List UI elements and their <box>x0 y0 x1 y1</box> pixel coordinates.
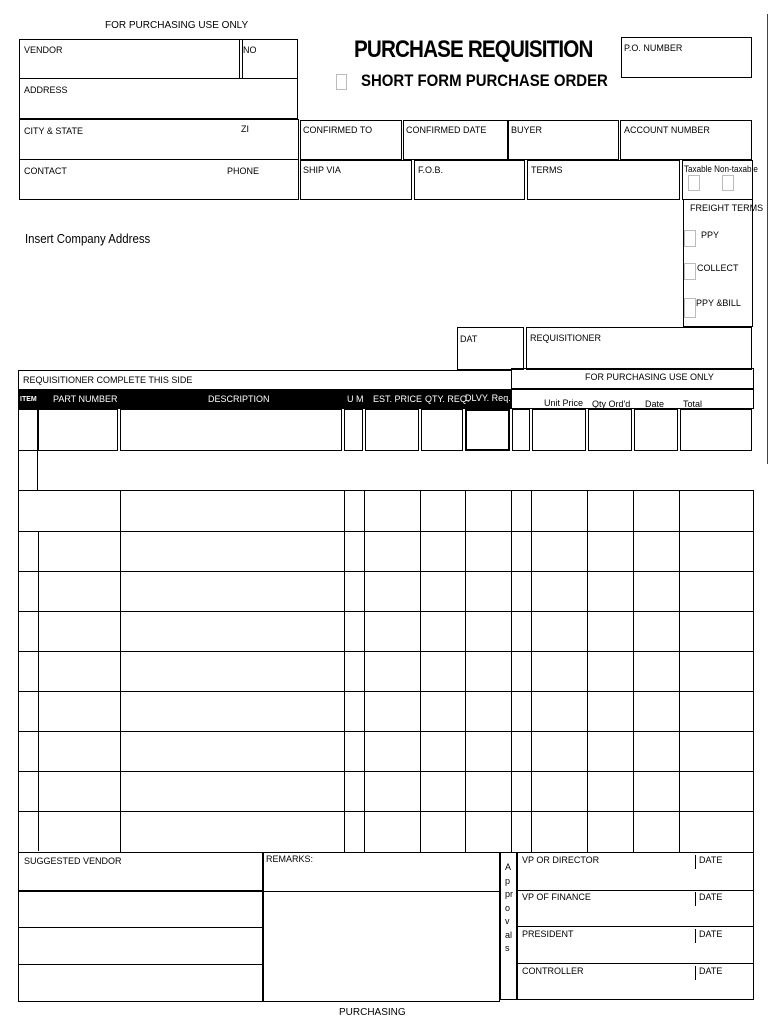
city-state-field[interactable] <box>19 119 299 160</box>
purchasing-use-only-top: FOR PURCHASING USE ONLY <box>105 20 249 31</box>
fob-label: F.O.B. <box>418 165 444 175</box>
ship-via-field[interactable] <box>300 160 412 200</box>
row1-p-item-cell[interactable] <box>512 409 530 451</box>
zip-label: ZI <box>241 124 249 134</box>
freight-option-ppy-bill: PPY &BILL <box>696 298 741 308</box>
purchasing-footer: PURCHASING <box>339 1007 406 1018</box>
row2-item-cell[interactable] <box>18 450 38 491</box>
contact-field[interactable] <box>19 159 299 200</box>
row1-qty-req-cell[interactable] <box>421 409 463 451</box>
confirmed-to-label: CONFIRMED TO <box>303 125 373 135</box>
form-title: PURCHASE REQUISITION <box>354 36 593 63</box>
approver-vp-finance: VP OF FINANCE <box>522 892 591 902</box>
terms-field[interactable] <box>527 160 680 200</box>
phone-label: PHONE <box>227 166 260 176</box>
col-um: U M <box>347 394 364 404</box>
freight-ppy-bill-checkbox[interactable] <box>684 298 696 318</box>
address-field[interactable] <box>19 78 298 119</box>
col-total: Total <box>683 399 703 409</box>
approver-controller: CONTROLLER <box>522 966 584 976</box>
taxable-checkbox[interactable] <box>688 175 700 191</box>
approvals-column <box>500 852 517 1000</box>
freight-terms-box <box>683 199 764 327</box>
approver-vp-finance-date: DATE <box>699 892 723 902</box>
city-state-label: CITY & STATE <box>24 126 84 136</box>
terms-label: TERMS <box>531 165 563 175</box>
po-number-field[interactable] <box>621 37 752 78</box>
row1-total-cell[interactable] <box>680 409 752 451</box>
row1-est-price-cell[interactable] <box>365 409 419 451</box>
non-taxable-checkbox[interactable] <box>722 175 734 191</box>
confirmed-to-field[interactable] <box>300 120 402 160</box>
approver-vp-director-date: DATE <box>699 855 723 865</box>
col-part-number: PART NUMBER <box>53 394 118 404</box>
confirmed-date-label: CONFIRMED DATE <box>406 125 487 135</box>
col-qty-ordd: Qty Ord'd <box>592 399 631 409</box>
approver-vp-director: VP OR DIRECTOR <box>522 855 600 865</box>
col-dlvy-req: DLVY. Req. <box>465 393 511 403</box>
col-est-price: EST. PRICE <box>373 394 423 404</box>
confirmed-date-field[interactable] <box>403 120 508 160</box>
vendor-label: VENDOR <box>24 45 63 55</box>
requisition-date-label: DAT <box>460 334 478 344</box>
page-edge-line <box>767 14 768 464</box>
approver-signatures <box>517 852 754 1000</box>
freight-terms-title: FREIGHT TERMS <box>690 203 764 213</box>
suggested-vendor-field[interactable] <box>18 852 263 892</box>
taxable-field <box>682 160 758 200</box>
approver-president: PRESIDENT <box>522 929 574 939</box>
requisitioner-label: REQUISITIONER <box>530 333 602 343</box>
requisitioner-side-label: REQUISITIONER COMPLETE THIS SIDE <box>23 375 193 385</box>
suggested-vendor-line-3[interactable] <box>18 927 263 965</box>
account-number-field[interactable] <box>620 120 752 160</box>
col-item: ITEM <box>20 396 37 403</box>
row1-description-cell[interactable] <box>120 409 342 451</box>
vendor-no-label: NO <box>243 45 257 55</box>
suggested-vendor-line-2[interactable] <box>18 890 263 928</box>
freight-ppy-checkbox[interactable] <box>684 230 696 247</box>
col-date: Date <box>645 399 665 409</box>
freight-option-collect: COLLECT <box>697 263 739 273</box>
row1-qty-ordd-cell[interactable] <box>588 409 632 451</box>
fob-field[interactable] <box>414 160 525 200</box>
ship-via-label: SHIP VIA <box>303 165 341 175</box>
col-qty-req: QTY. REQ. <box>425 394 470 404</box>
address-label: ADDRESS <box>24 85 68 95</box>
col-description: DESCRIPTION <box>208 394 270 404</box>
buyer-label: BUYER <box>511 125 543 135</box>
short-form-checkbox[interactable] <box>336 74 347 90</box>
taxable-label: Taxable Non-taxable <box>684 164 758 174</box>
form-subtitle: SHORT FORM PURCHASE ORDER <box>361 71 608 90</box>
contact-label: CONTACT <box>24 166 67 176</box>
row1-unit-price-cell[interactable] <box>532 409 586 451</box>
requisitioner-field[interactable] <box>526 327 752 370</box>
line-items-grid[interactable] <box>18 490 754 853</box>
row1-item-cell[interactable] <box>18 409 38 451</box>
vendor-no-field[interactable] <box>239 39 298 79</box>
row1-dlvy-cell[interactable] <box>465 409 510 451</box>
row1-um-cell[interactable] <box>344 409 363 451</box>
suggested-vendor-line-4[interactable] <box>18 964 263 1002</box>
freight-collect-checkbox[interactable] <box>684 263 696 280</box>
approver-controller-date: DATE <box>699 966 723 976</box>
purchasing-side-header <box>511 368 754 389</box>
account-number-label: ACCOUNT NUMBER <box>624 125 710 135</box>
po-number-label: P.O. NUMBER <box>624 43 683 53</box>
requisitioner-side-header <box>18 370 512 390</box>
requisition-date-field[interactable] <box>457 327 524 370</box>
row1-part-cell[interactable] <box>38 409 118 451</box>
remarks-label: REMARKS: <box>266 854 314 864</box>
freight-option-ppy: PPY <box>701 230 720 240</box>
buyer-field[interactable] <box>508 120 619 160</box>
purchasing-side-label: FOR PURCHASING USE ONLY <box>585 372 714 382</box>
remarks-field[interactable] <box>263 852 500 1002</box>
col-unit-price: Unit Price <box>544 398 584 408</box>
approvals-label: Approvals <box>505 862 514 953</box>
suggested-vendor-label: SUGGESTED VENDOR <box>24 856 122 866</box>
company-address: Insert Company Address <box>25 231 151 246</box>
approver-president-date: DATE <box>699 929 723 939</box>
row1-date-cell[interactable] <box>634 409 678 451</box>
vendor-field[interactable] <box>19 39 240 79</box>
